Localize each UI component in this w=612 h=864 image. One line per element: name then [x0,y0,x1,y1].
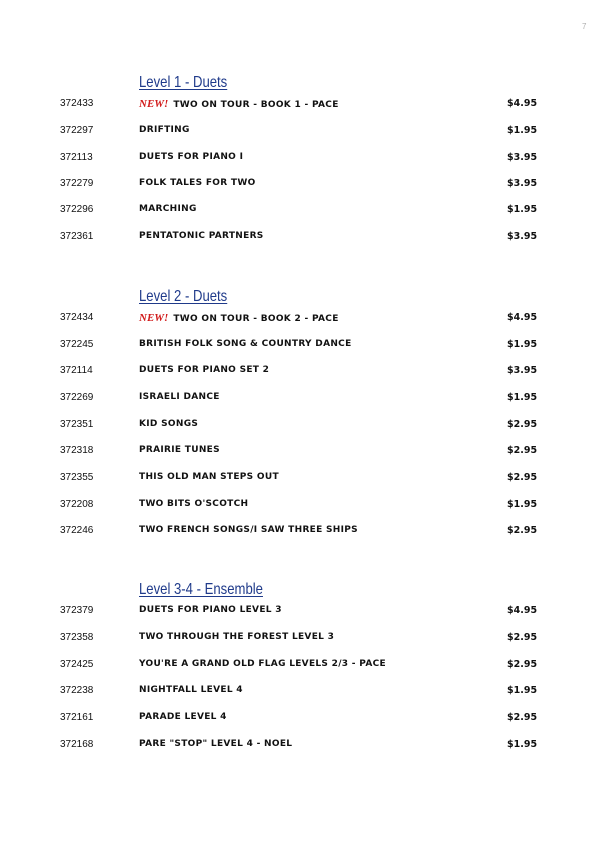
item-price: $1.95 [507,739,538,750]
item-code: 372161 [60,712,94,723]
list-item [0,339,612,353]
item-title: BRITISH FOLK SONG & COUNTRY DANCE [139,339,352,349]
item-title: MARCHING [139,204,197,214]
item-title: TWO FRENCH SONGS/I SAW THREE SHIPS [139,525,358,535]
list-item [0,152,612,166]
item-title [139,98,339,110]
item-code: 372358 [60,632,94,643]
list-item [0,712,612,726]
new-badge: NEW! [139,98,169,110]
list-item [0,231,612,245]
item-price: $4.95 [507,312,538,323]
list-item [0,178,612,192]
item-code: 372361 [60,231,94,242]
item-price: $1.95 [507,339,538,350]
list-item [0,659,612,673]
item-title: PARE "STOP" LEVEL 4 - NOEL [139,739,293,749]
item-price: $2.95 [507,525,538,536]
item-title: DUETS FOR PIANO SET 2 [139,365,270,375]
item-price: $1.95 [507,125,538,136]
list-item [0,98,612,112]
item-code: 372238 [60,685,94,696]
list-item [0,392,612,406]
item-title: DUETS FOR PIANO I [139,152,244,162]
item-price: $4.95 [507,605,538,616]
item-code: 372114 [60,365,93,376]
list-item [0,739,612,753]
item-code: 372351 [60,419,94,430]
item-code: 372297 [60,125,94,136]
item-code: 372246 [60,525,94,536]
item-code: 372296 [60,204,94,215]
item-price: $2.95 [507,445,538,456]
list-item [0,632,612,646]
list-item [0,472,612,486]
item-price: $3.95 [507,178,538,189]
list-item [0,419,612,433]
item-price: $1.95 [507,685,538,696]
item-code: 372113 [60,152,93,163]
item-title: FOLK TALES FOR TWO [139,178,256,188]
item-title: PARADE LEVEL 4 [139,712,227,722]
list-item [0,685,612,699]
item-title: YOU'RE A GRAND OLD FLAG LEVELS 2/3 - PACE [139,659,386,669]
item-price: $1.95 [507,499,538,510]
list-item [0,365,612,379]
page-number: 7 [582,22,587,31]
item-price: $2.95 [507,659,538,670]
item-price: $2.95 [507,712,538,723]
item-price: $2.95 [507,419,538,430]
item-price: $1.95 [507,204,538,215]
item-price: $3.95 [507,231,538,242]
item-code: 372379 [60,605,94,616]
list-item [0,445,612,459]
item-title: PRAIRIE TUNES [139,445,220,455]
item-code: 372168 [60,739,94,750]
list-item [0,499,612,513]
list-item [0,125,612,139]
list-item [0,312,612,326]
item-title: PENTATONIC PARTNERS [139,231,264,241]
section-title: Level 3-4 - Ensemble [139,581,263,598]
new-badge: NEW! [139,312,169,324]
list-item [0,525,612,539]
item-title-text: TWO ON TOUR - BOOK 1 - PACE [173,100,339,110]
list-item [0,204,612,218]
item-code: 372318 [60,445,94,456]
item-price: $4.95 [507,98,538,109]
item-title: ISRAELI DANCE [139,392,220,402]
list-item [0,605,612,619]
item-title: THIS OLD MAN STEPS OUT [139,472,279,482]
item-title: DRIFTING [139,125,190,135]
item-code: 372355 [60,472,94,483]
item-price: $2.95 [507,472,538,483]
item-title: DUETS FOR PIANO LEVEL 3 [139,605,282,615]
item-title [139,312,339,324]
item-code: 372425 [60,659,94,670]
item-code: 372434 [60,312,94,323]
item-code: 372433 [60,98,94,109]
item-title: TWO THROUGH THE FOREST LEVEL 3 [139,632,335,642]
item-price: $3.95 [507,365,538,376]
item-code: 372269 [60,392,94,403]
item-title-text: TWO ON TOUR - BOOK 2 - PACE [173,314,339,324]
section-title: Level 2 - Duets [139,288,228,305]
item-title: NIGHTFALL LEVEL 4 [139,685,243,695]
item-code: 372279 [60,178,94,189]
item-title: TWO BITS O'SCOTCH [139,499,249,509]
section-title: Level 1 - Duets [139,74,228,91]
item-price: $3.95 [507,152,538,163]
item-title: KID SONGS [139,419,199,429]
item-code: 372245 [60,339,94,350]
item-code: 372208 [60,499,94,510]
item-price: $2.95 [507,632,538,643]
item-price: $1.95 [507,392,538,403]
